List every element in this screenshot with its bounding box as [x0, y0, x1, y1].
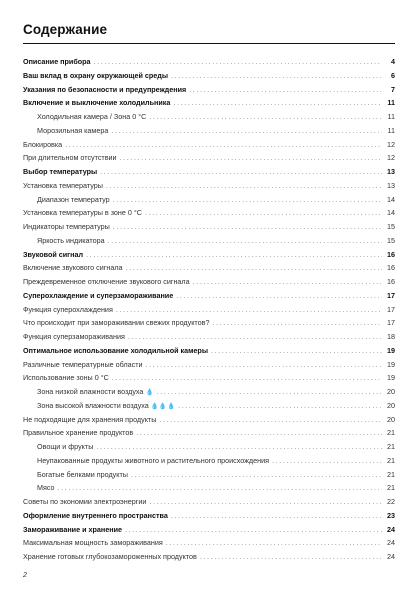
dot-leader	[157, 385, 382, 399]
dot-leader	[171, 509, 382, 523]
toc-entry[interactable]	[23, 509, 395, 523]
toc-entry[interactable]	[23, 261, 395, 275]
toc-entry-title: Правильное хранение продуктов	[23, 428, 134, 438]
toc-entry-page: 19	[387, 373, 395, 383]
toc-entry[interactable]	[23, 110, 395, 124]
toc-entry-page: 12	[387, 139, 395, 149]
toc-entry[interactable]	[23, 165, 395, 179]
toc-entry-title: Диапазон температур	[37, 194, 110, 204]
toc-entry-title: Установка температуры	[23, 180, 103, 190]
toc-entry-title: Установка температуры в зоне 0 °C	[23, 208, 142, 218]
toc-entry-title: Выбор температуры	[23, 167, 98, 176]
dot-leader	[58, 481, 382, 495]
dot-leader	[126, 261, 382, 275]
toc-entry-title: Хранение готовых глубокозамороженных продуктов	[23, 552, 197, 561]
toc-entry-page: 6	[391, 70, 395, 80]
toc-entry[interactable]	[23, 426, 395, 440]
dot-leader	[111, 124, 382, 138]
toc-entry-title: Морозильная камера	[37, 125, 109, 135]
toc-entry-title: Замораживание и хранение	[23, 524, 122, 534]
dot-leader	[272, 454, 382, 468]
dot-leader	[112, 371, 382, 385]
page-title: Содержание	[23, 22, 108, 37]
dot-leader	[159, 413, 382, 427]
toc-entry-title: Зона высокой влажности воздуха	[37, 400, 149, 410]
toc-entry[interactable]	[23, 275, 395, 289]
toc-entry[interactable]	[23, 440, 395, 454]
toc-entry-page: 22	[387, 497, 395, 506]
dot-leader	[113, 193, 382, 207]
single-droplet-icon: 💧	[145, 389, 154, 396]
toc-entry-page: 24	[387, 524, 395, 534]
dot-leader	[149, 495, 382, 509]
toc-entry-title: Суперохлаждение и суперзамораживание	[23, 290, 174, 300]
toc-entry-title: Индикаторы температуры	[23, 222, 110, 231]
dot-leader	[120, 151, 382, 165]
toc-entry-page: 20	[387, 400, 395, 410]
toc-entry-page: 17	[387, 304, 395, 314]
dot-leader	[211, 344, 382, 358]
toc-entry[interactable]	[23, 96, 395, 110]
toc-entry-page: 17	[387, 290, 395, 300]
dot-leader	[178, 399, 382, 413]
toc-entry-page: 4	[391, 57, 395, 66]
dot-leader	[86, 248, 382, 262]
toc-entry-title: Включение и выключение холодильника	[23, 98, 171, 108]
dot-leader	[108, 234, 382, 248]
toc-entry-title: Советы по экономии электроэнергии	[23, 497, 147, 506]
dot-leader	[171, 69, 382, 83]
toc-entry-page: 21	[387, 469, 395, 479]
toc-entry-title: Мясо	[37, 483, 55, 493]
toc-entry-title: Блокировка	[23, 139, 63, 149]
toc-entry-title: Неупакованные продукты животного и растительного происхождения	[37, 455, 269, 465]
toc-entry-page: 13	[387, 167, 395, 176]
toc-entry[interactable]	[23, 468, 395, 482]
toc-entry[interactable]	[23, 289, 395, 303]
toc-entry-page: 20	[387, 387, 395, 396]
dot-leader	[189, 83, 382, 97]
toc-entry[interactable]	[23, 371, 395, 385]
toc-entry-title: Функция суперзамораживания	[23, 332, 125, 341]
dot-leader	[173, 96, 382, 110]
dot-leader	[136, 426, 382, 440]
toc-entry-page: 12	[387, 153, 395, 163]
toc-entry-title: Максимальная мощность замораживания	[23, 538, 163, 548]
dot-leader	[149, 110, 382, 124]
dot-leader	[96, 440, 382, 454]
toc-entry-title: Оптимальное использование холодильной камеры	[23, 345, 208, 355]
toc-entry[interactable]	[23, 124, 395, 138]
toc-entry-page: 7	[391, 84, 395, 94]
toc-entry-title: Яркость индикатора	[37, 235, 105, 245]
toc-entry-page: 21	[387, 442, 395, 451]
toc-entry[interactable]	[23, 206, 395, 220]
toc-entry-page: 16	[387, 277, 395, 286]
toc-entry[interactable]	[23, 248, 395, 262]
toc-entry-page: 21	[387, 428, 395, 438]
toc-entry[interactable]	[23, 138, 395, 152]
toc-entry[interactable]	[23, 536, 395, 550]
toc-entry[interactable]	[23, 303, 395, 317]
toc-entry-title: Включение звукового сигнала	[23, 263, 123, 273]
toc-entry[interactable]	[23, 344, 395, 358]
table-of-contents	[23, 55, 395, 564]
toc-entry-page: 20	[387, 414, 395, 424]
toc-entry-title: Звуковой сигнал	[23, 249, 84, 259]
toc-entry[interactable]	[23, 454, 395, 468]
dot-leader	[100, 165, 382, 179]
page-number: 2	[23, 572, 27, 579]
toc-entry[interactable]	[23, 413, 395, 427]
dot-leader	[212, 316, 382, 330]
toc-entry-page: 21	[387, 455, 395, 465]
toc-entry-title: Описание прибора	[23, 57, 91, 66]
toc-entry-title: При длительном отсутствии	[23, 153, 117, 163]
toc-entry-page: 21	[387, 483, 395, 493]
toc-entry[interactable]	[23, 220, 395, 234]
dot-leader	[200, 550, 382, 564]
toc-entry-title: Различные температурные области	[23, 359, 143, 369]
toc-entry-page: 19	[387, 345, 395, 355]
toc-entry[interactable]	[23, 495, 395, 509]
toc-entry-page: 11	[387, 112, 395, 121]
toc-entry-title: Что происходит при замораживании свежих продуктов?	[23, 318, 210, 328]
toc-entry[interactable]	[23, 55, 395, 69]
toc-entry-title: Преждевременное отключение звукового сигнала	[23, 277, 190, 286]
toc-entry[interactable]	[23, 330, 395, 344]
dot-leader	[145, 206, 382, 220]
toc-entry[interactable]	[23, 385, 395, 399]
dot-leader	[128, 330, 382, 344]
toc-entry-page: 14	[387, 194, 395, 204]
toc-entry[interactable]	[23, 83, 395, 97]
dot-leader	[176, 289, 382, 303]
toc-entry-title: Ваш вклад в охрану окружающей среды	[23, 70, 168, 80]
toc-entry-page: 14	[387, 208, 395, 218]
toc-entry-page: 11	[387, 98, 395, 108]
toc-entry[interactable]	[23, 151, 395, 165]
toc-entry-page: 19	[387, 359, 395, 369]
toc-entry-title: Не подходящие для хранения продукты	[23, 414, 157, 424]
toc-entry[interactable]	[23, 523, 395, 537]
dot-leader	[193, 275, 382, 289]
dot-leader	[131, 468, 382, 482]
dot-leader	[125, 523, 382, 537]
toc-entry[interactable]	[23, 550, 395, 564]
toc-entry[interactable]	[23, 316, 395, 330]
dot-leader	[146, 358, 382, 372]
toc-entry-title: Использование зоны 0 °C	[23, 373, 109, 383]
dot-leader	[106, 179, 382, 193]
toc-entry-page: 23	[387, 510, 395, 520]
toc-entry-page: 18	[387, 332, 395, 341]
toc-entry-title: Богатые белками продукты	[37, 469, 128, 479]
toc-entry-title: Оформление внутреннего пространства	[23, 510, 168, 520]
toc-entry-title: Холодильная камера / Зона 0 °C	[37, 112, 147, 121]
toc-entry-title: Функция суперохлаждения	[23, 304, 113, 314]
toc-entry[interactable]	[23, 179, 395, 193]
dot-leader	[166, 536, 382, 550]
toc-entry-page: 15	[387, 235, 395, 245]
dot-leader	[113, 220, 382, 234]
toc-entry-page: 17	[387, 318, 395, 328]
toc-entry[interactable]	[23, 193, 395, 207]
toc-entry-page: 15	[387, 222, 395, 231]
toc-entry[interactable]	[23, 358, 395, 372]
toc-entry-title: Овощи и фрукты	[37, 442, 94, 451]
dot-leader	[116, 303, 382, 317]
dot-leader	[94, 55, 382, 69]
toc-entry[interactable]	[23, 399, 395, 413]
toc-entry[interactable]	[23, 234, 395, 248]
triple-droplet-icon: 💧💧💧	[150, 402, 176, 410]
toc-entry-page: 16	[387, 249, 395, 259]
toc-entry-page: 16	[387, 263, 395, 273]
toc-entry-page: 24	[387, 538, 395, 548]
dot-leader	[65, 138, 382, 152]
toc-entry-title: Зона низкой влажности воздуха	[37, 387, 144, 396]
toc-entry-page: 11	[387, 125, 395, 135]
toc-entry[interactable]	[23, 69, 395, 83]
toc-entry[interactable]	[23, 481, 395, 495]
title-divider	[23, 43, 395, 44]
toc-entry-page: 24	[387, 552, 395, 561]
toc-entry-title: Указания по безопасности и предупреждения	[23, 84, 187, 94]
toc-entry-page: 13	[387, 180, 395, 190]
